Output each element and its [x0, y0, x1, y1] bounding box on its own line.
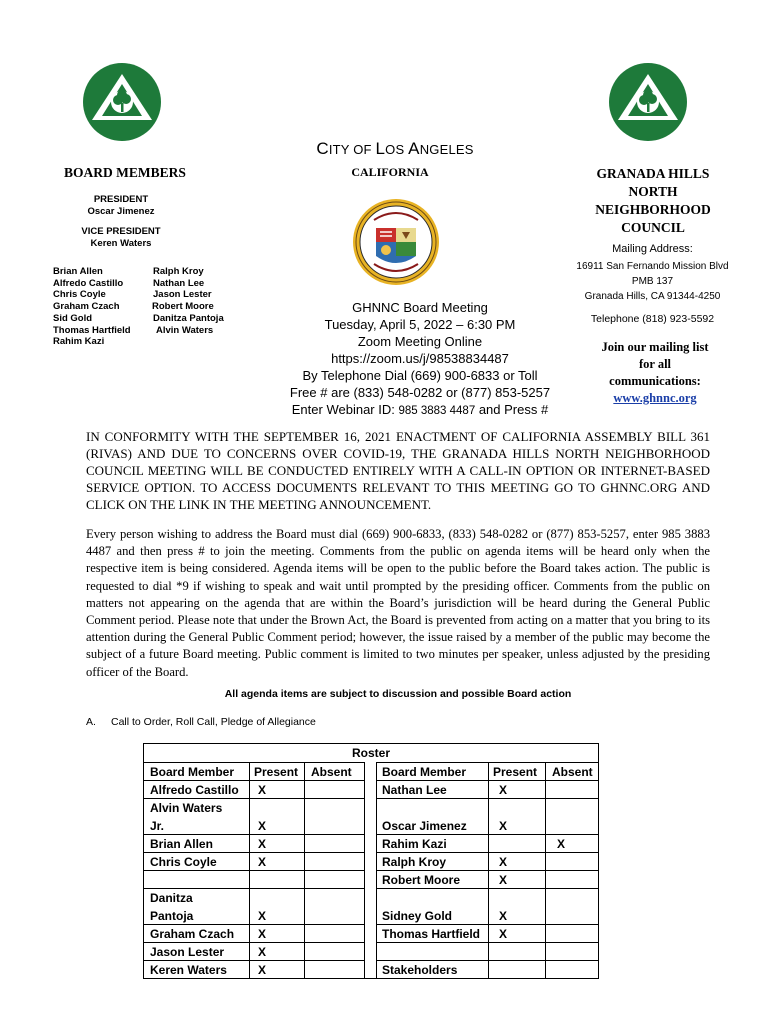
- meeting-mode: Zoom Meeting Online: [357, 334, 483, 349]
- roster-present-mark: X: [499, 873, 508, 887]
- council-name-line: COUNCIL: [621, 220, 685, 235]
- roster-present-mark: X: [499, 927, 508, 941]
- roster-present-mark: X: [258, 819, 267, 833]
- member-name: Graham Czach: [53, 301, 120, 313]
- roster-present-mark: X: [499, 909, 508, 923]
- address-line-3: Granada Hills, CA 91344-4250: [584, 291, 721, 302]
- agenda-item-a: [86, 716, 316, 728]
- meeting-url[interactable]: https://zoom.us/j/98538834487: [331, 351, 509, 366]
- roster-member-name: Graham Czach: [150, 927, 235, 941]
- agenda-item-text: Call to Order, Roll Call, Pledge of Allegiance: [111, 716, 316, 728]
- meeting-title: GHNNC Board Meeting: [352, 300, 488, 315]
- city-title: [290, 139, 500, 159]
- roster-present-mark: X: [258, 855, 267, 869]
- webinar-id: 985 3883 4487: [398, 405, 476, 417]
- city-title-initial: C: [316, 139, 329, 158]
- address-line-1: 16911 San Fernando Mission Blvd: [576, 261, 729, 272]
- roster-present-mark: X: [258, 963, 267, 977]
- member-name: Chris Coyle: [53, 289, 106, 301]
- cta-line: Join our mailing list: [601, 340, 709, 354]
- roster-present-mark: X: [499, 783, 508, 797]
- council-name: [578, 165, 728, 237]
- roster-header-absent: Absent: [311, 765, 352, 779]
- mailing-label: Mailing Address:: [612, 243, 693, 255]
- city-title-part: ITY OF: [328, 142, 376, 157]
- council-name-line: NORTH: [628, 184, 678, 199]
- president-name: Oscar Jimenez: [87, 206, 155, 217]
- telephone: Telephone (818) 923-5592: [590, 313, 715, 325]
- member-name: Thomas Hartfield: [53, 324, 131, 336]
- roster-member-name: Stakeholders: [382, 963, 458, 977]
- ghnnc-logo-left: [82, 62, 162, 142]
- agenda-item-letter: A.: [86, 716, 96, 728]
- roster-member-name: Thomas Hartfield: [382, 927, 481, 941]
- member-name: Ralph Kroy: [153, 266, 204, 277]
- roster-header-absent: Absent: [552, 765, 593, 779]
- mailing-list-cta: [580, 339, 730, 407]
- webinar-suffix: and Press #: [475, 402, 549, 417]
- roster-member-name: Robert Moore: [382, 873, 460, 887]
- roster-table: [143, 743, 599, 979]
- roster-header-present: Present: [254, 765, 299, 779]
- ghnnc-logo-right: [608, 62, 688, 142]
- roster-member-name: Rahim Kazi: [382, 837, 447, 851]
- member-name: Alvin Waters: [156, 324, 214, 336]
- webinar-prefix: Enter Webinar ID:: [291, 402, 399, 417]
- public-comment-paragraph: Every person wishing to address the Board must dial (669) 900-6833, (833) 548-0282 or (877) 853-5257, enter 985 3883 4487 and then press # to join the meeting. Comments from the public on agenda items will be heard only when the respective item is being considered. Agenda items will be open to the public before the Board takes action. The public is requested to dial *9 if wishing to speak and wait until prompted by the presiding officer. Comments from the public on matters not appearing on the agenda that are within the Board’s jurisdiction will be heard during the General Public Comment period. Please note that under the Brown Act, the Board is prevented from acting on a matter that you bring to its attention during the General Public Comment period; however, the issue raised by a member of the public may become the subject of a future Board meeting. Public comment is limited to two minutes per speaker, unless adjusted by the presiding officer of the Board.: [86, 527, 710, 679]
- board-members-heading: BOARD MEMBERS: [64, 165, 186, 180]
- city-title-part: OS: [385, 142, 409, 157]
- council-name-line: GRANADA HILLS: [596, 166, 710, 181]
- member-name: Brian Allen: [53, 266, 103, 277]
- roster-present-mark: X: [258, 783, 267, 797]
- city-title-initial: L: [375, 139, 386, 158]
- agenda-note: All agenda items are subject to discussion and possible Board action: [224, 688, 572, 700]
- roster-present-mark: X: [499, 855, 508, 869]
- roster-member-name: Brian Allen: [150, 837, 213, 851]
- member-name: Robert Moore: [152, 301, 214, 313]
- roster-member-name: Alvin Waters: [150, 801, 223, 815]
- roster-title: Roster: [351, 746, 390, 760]
- roster-present-mark: X: [258, 837, 267, 851]
- roster-member-name: Danitza: [150, 891, 193, 905]
- member-name: Sid Gold: [53, 312, 93, 324]
- roster-member-name-cont: Jr.: [150, 819, 165, 833]
- state-label: CALIFORNIA: [351, 165, 429, 179]
- members-right-list: [150, 266, 224, 336]
- vice-president-label: VICE PRESIDENT: [81, 226, 161, 237]
- address-line-2: PMB 137: [631, 276, 674, 287]
- city-title-part: NGELES: [419, 142, 474, 157]
- roster-member-name: Keren Waters: [150, 963, 227, 977]
- members-left-list: [53, 266, 131, 348]
- member-name: Danitza Pantoja: [153, 312, 224, 324]
- meeting-phone-line-2: Free # are (833) 548-0282 or (877) 853-5257: [289, 385, 551, 400]
- president-label: PRESIDENT: [93, 194, 149, 205]
- roster-member-name: Jason Lester: [150, 945, 225, 959]
- vice-president-name: Keren Waters: [90, 238, 152, 249]
- meeting-datetime: Tuesday, April 5, 2022 – 6:30 PM: [324, 317, 516, 332]
- member-name: Jason Lester: [153, 289, 212, 301]
- roster-member-name: Alfredo Castillo: [150, 783, 239, 797]
- meeting-info: [270, 299, 570, 420]
- roster-header-present: Present: [493, 765, 538, 779]
- member-name: Nathan Lee: [153, 277, 205, 289]
- roster-member-name: Nathan Lee: [382, 783, 447, 797]
- roster-present-mark: X: [499, 819, 508, 833]
- roster-member-name: Oscar Jimenez: [382, 819, 467, 833]
- roster-member-name: Sidney Gold: [382, 909, 453, 923]
- roster-present-mark: X: [258, 927, 267, 941]
- roster-present-mark: X: [258, 945, 267, 959]
- member-name: Rahim Kazi: [53, 336, 105, 348]
- roster-absent-mark: X: [557, 837, 566, 851]
- roster-header-member: Board Member: [150, 765, 235, 779]
- council-name-line: NEIGHBORHOOD: [595, 202, 711, 217]
- roster-member-name: Chris Coyle: [150, 855, 217, 869]
- roster-member-name-cont: Pantoja: [150, 909, 194, 923]
- roster-member-name: Ralph Kroy: [382, 855, 447, 869]
- city-title-initial: A: [408, 139, 420, 158]
- meeting-webinar: [270, 401, 570, 420]
- meeting-phone-line-1: By Telephone Dial (669) 900-6833 or Toll: [302, 368, 538, 383]
- cta-line: for all: [638, 357, 672, 371]
- conformity-notice: IN CONFORMITY WITH THE SEPTEMBER 16, 2021 ENACTMENT OF CALIFORNIA ASSEMBLY BILL 361 (RIVAS) AND DUE TO CONCERNS OVER COVID-19, THE GRANADA HILLS NORTH NEIGHBORHOOD COUNCIL MEETING WILL BE CONDUCTED ENTIRELY WITH A CALL-IN OPTION OR INTERNET-BASED SERVICE OPTION. TO ACCESS DOCUMENTS RELEVANT TO THIS MEETING GO TO GHNNC.ORG AND CLICK ON THE LINK IN THE MEETING ANNOUNCEMENT.: [86, 429, 710, 512]
- website-link[interactable]: www.ghnnc.org: [613, 391, 697, 405]
- member-name: Alfredo Castillo: [53, 277, 124, 289]
- city-seal-icon: [352, 198, 440, 286]
- roster-present-mark: X: [258, 909, 267, 923]
- cta-line: communications:: [609, 374, 701, 388]
- roster-header-member: Board Member: [382, 765, 467, 779]
